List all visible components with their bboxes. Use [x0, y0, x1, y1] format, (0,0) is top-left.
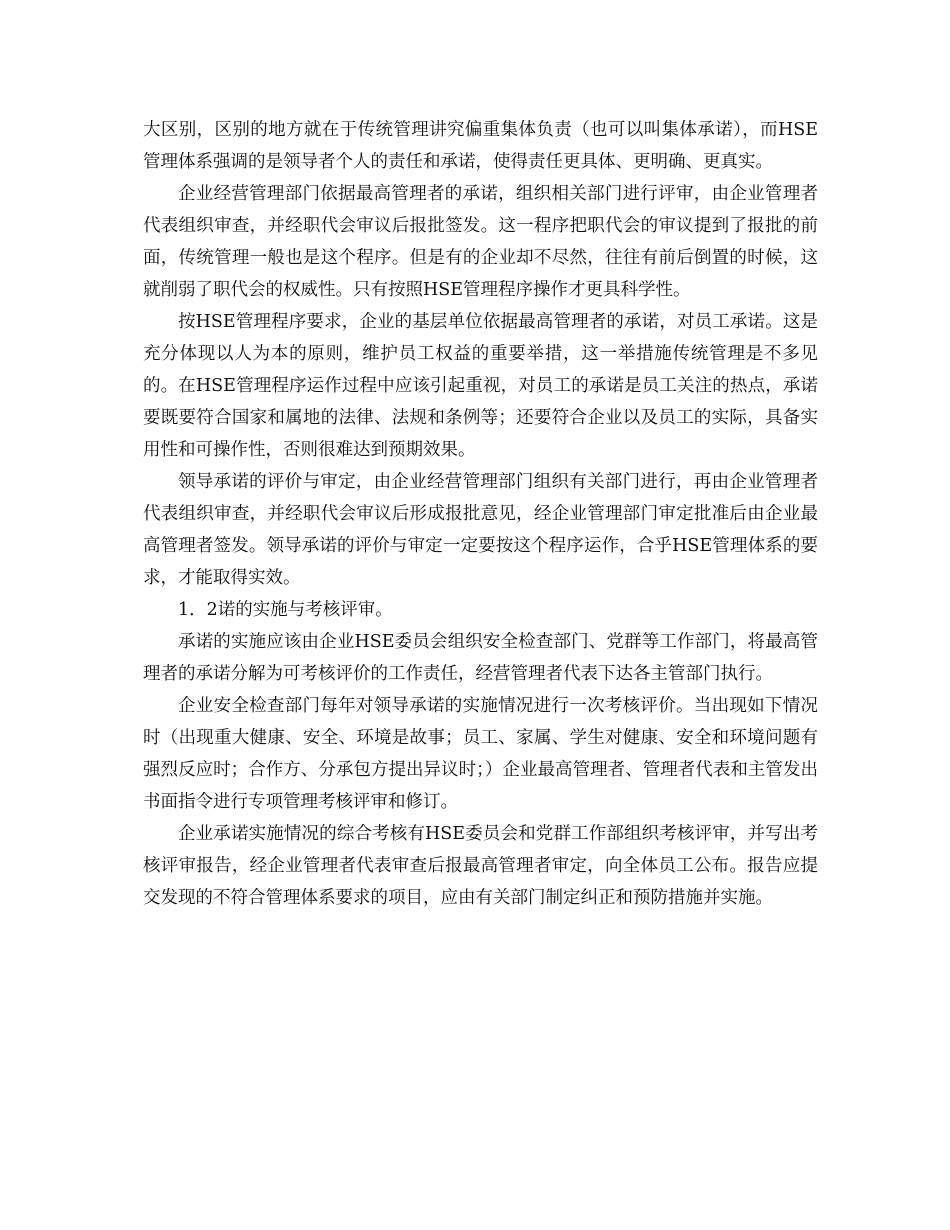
paragraph-continuation: 大区别，区别的地方就在于传统管理讲究偏重集体负责（也可以叫集体承诺），而HSE管理体系强调的是领导者个人的责任和承诺，使得责任更具体、更明确、更真实。 [143, 120, 818, 172]
paragraph-employee-commitment: 按HSE管理程序要求，企业的基层单位依据最高管理者的承诺，对员工承诺。这是充分体现以人为本的原则，维护员工权益的重要举措，这一举措施传统管理是不多见的。在HSE管理程序运作过程中应该引起重视，对员工的承诺是员工关注的热点，承诺要既要符合国家和属地的法律、法规和条例等；还要符合企业以及员工的实际，具备实用性和可操作性，否则很难达到预期效果。 [143, 312, 818, 460]
document-page [143, 114, 818, 914]
paragraph-review-process: 企业经营管理部门依据最高管理者的承诺，组织相关部门进行评审，由企业管理者代表组织审查，并经职代会审议后报批签发。这一程序把职代会的审议提到了报批的前面，传统管理一般也是这个程序。但是有的企业却不尽然，往往有前后倒置的时候，这就削弱了职代会的权威性。只有按照HSE管理程序操作才更具科学性。 [143, 184, 818, 300]
paragraph-comprehensive-assessment: 企业承诺实施情况的综合考核有HSE委员会和党群工作部组织考核评审，并写出考核评审报告，经企业管理者代表审查后报最高管理者审定，向全体员工公布。报告应提交发现的不符合管理体系要求的项目，应由有关部门制定纠正和预防措施并实施。 [143, 824, 818, 908]
paragraph-annual-assessment: 企业安全检查部门每年对领导承诺的实施情况进行一次考核评价。当出现如下情况时（出现重大健康、安全、环境是故事；员工、家属、学生对健康、安全和环境问题有强烈反应时；合作方、分承包方提出异议时；）企业最高管理者、管理者代表和主管发出书面指令进行专项管理考核评审和修订。 [143, 696, 818, 812]
paragraph-implementation: 承诺的实施应该由企业HSE委员会组织安全检查部门、党群等工作部门，将最高管理者的承诺分解为可考核评价的工作责任，经营管理者代表下达各主管部门执行。 [143, 632, 818, 684]
section-heading: 1．2诺的实施与考核评审。 [178, 600, 393, 620]
paragraph-evaluation: 领导承诺的评价与审定，由企业经营管理部门组织有关部门进行，再由企业管理者代表组织审查，并经职代会审议后形成报批意见，经企业管理部门审定批准后由企业最高管理者签发。领导承诺的评价与审定一定要按这个程序运作，合乎HSE管理体系的要求，才能取得实效。 [143, 472, 818, 588]
